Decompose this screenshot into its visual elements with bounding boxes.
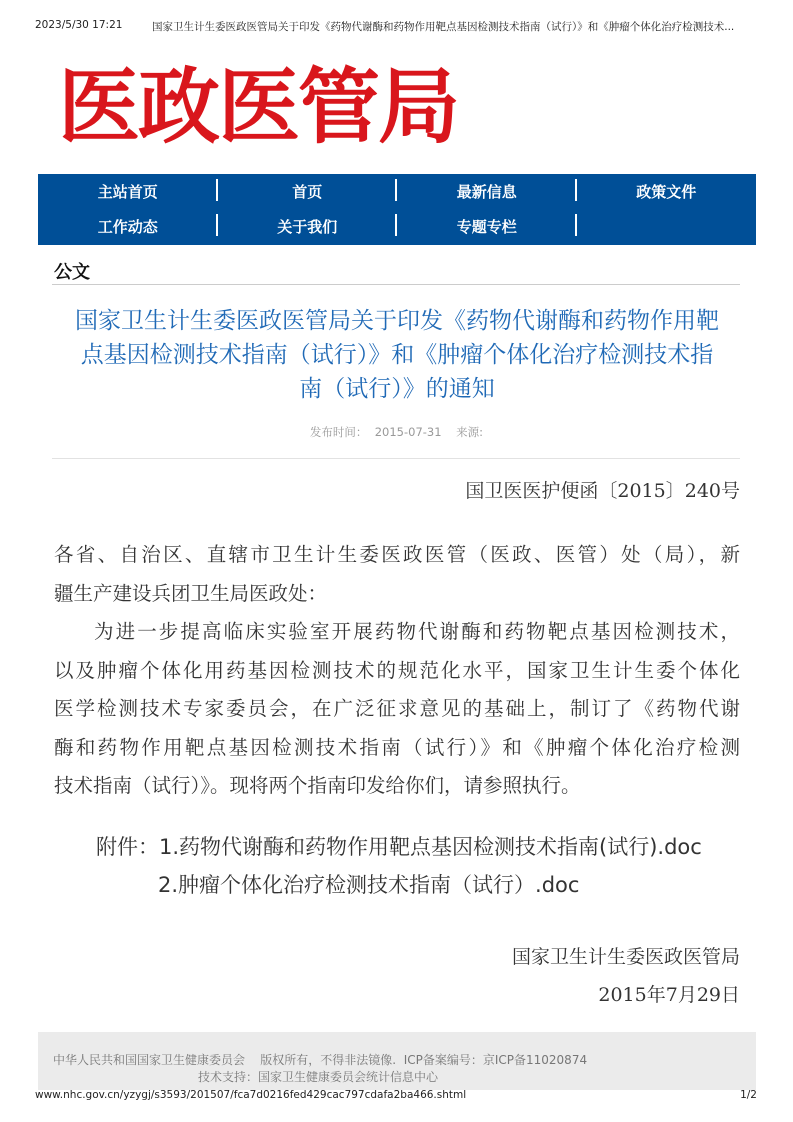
signature-block <box>512 938 740 1014</box>
body-line: 医学检测技术专家委员会，在广泛征求意见的基础上，制订了《药物代谢 <box>54 697 740 720</box>
divider <box>52 458 740 459</box>
body-line: 酶和药物作用靶点基因检测技术指南（试行）》和《肿瘤个体化治疗检测 <box>54 735 740 759</box>
section-label: 公文 <box>54 262 90 283</box>
nav-policy[interactable]: 政策文件 <box>636 183 697 201</box>
nav-about[interactable]: 关于我们 <box>218 216 398 237</box>
body-line: 为进一步提高临床实验室开展药物代谢酶和药物靶点基因检测技术， <box>94 620 740 643</box>
title-line: 点基因检测技术指南（试行）》和《肿瘤个体化治疗检测技术指 <box>80 342 714 368</box>
nav-latest[interactable]: 最新信息 <box>397 181 577 202</box>
print-datetime: 2023/5/30 17:21 <box>35 19 123 31</box>
attachment-link[interactable]: 2.肿瘤个体化治疗检测技术指南（试行）.doc <box>158 873 580 897</box>
section-divider <box>52 284 740 285</box>
nav-work[interactable]: 工作动态 <box>38 216 218 237</box>
nav-topics[interactable]: 专题专栏 <box>397 216 577 237</box>
addressee-line: 各省、自治区、直辖市卫生计生委医政医管（医政、医管）处（局），新 <box>54 543 740 566</box>
body-line: 技术指南（试行）》。现将两个指南印发给你们，请参照执行。 <box>54 774 581 797</box>
article-meta: 发布时间： 2015-07-31 来源: <box>309 425 484 439</box>
addressee-line: 疆生产建设兵团卫生局医政处： <box>54 581 328 605</box>
footer-copyright: 中华人民共和国国家卫生健康委员会 版权所有，不得非法镜像. ICP备案编号：京ICP备11020874 <box>53 1053 588 1067</box>
site-footer <box>38 1032 756 1090</box>
nav-home[interactable]: 首页 <box>218 181 398 202</box>
signature: 国家卫生计生委医政医管局 <box>511 946 740 968</box>
title-line: 南（试行）》的通知 <box>299 376 495 402</box>
nav-main-site[interactable]: 主站首页 <box>38 181 218 202</box>
body-line: 以及肿瘤个体化用药基因检测技术的规范化水平，国家卫生计生委个体化 <box>54 658 740 682</box>
attachments <box>96 828 702 904</box>
print-page-number: 1/2 <box>740 1089 757 1101</box>
site-logo[interactable]: 医政医管局 <box>58 60 459 155</box>
attachment-link[interactable]: 1.药物代谢酶和药物作用靶点基因检测技术指南(试行).doc <box>159 835 702 859</box>
doc-number: 国卫医医护便函〔2015〕240号 <box>465 480 740 502</box>
attachments-label: 附件： <box>96 835 159 859</box>
article-body <box>54 536 740 806</box>
footer-support: 技术支持：国家卫生健康委员会统计信息中心 <box>198 1070 439 1084</box>
print-page-title: 国家卫生计生委医政医管局关于印发《药物代谢酶和药物作用靶点基因检测技术指南（试行）》和《肿瘤个体化治疗检测技术... <box>152 21 735 33</box>
article-title <box>55 304 739 406</box>
title-line: 国家卫生计生委医政医管局关于印发《药物代谢酶和药物作用靶 <box>75 308 719 334</box>
sign-date: 2015年7月29日 <box>598 984 740 1006</box>
print-url: www.nhc.gov.cn/yzygj/s3593/201507/fca7d0216fed429cac797cdafa2ba466.shtml <box>35 1089 467 1101</box>
main-nav <box>38 174 756 245</box>
